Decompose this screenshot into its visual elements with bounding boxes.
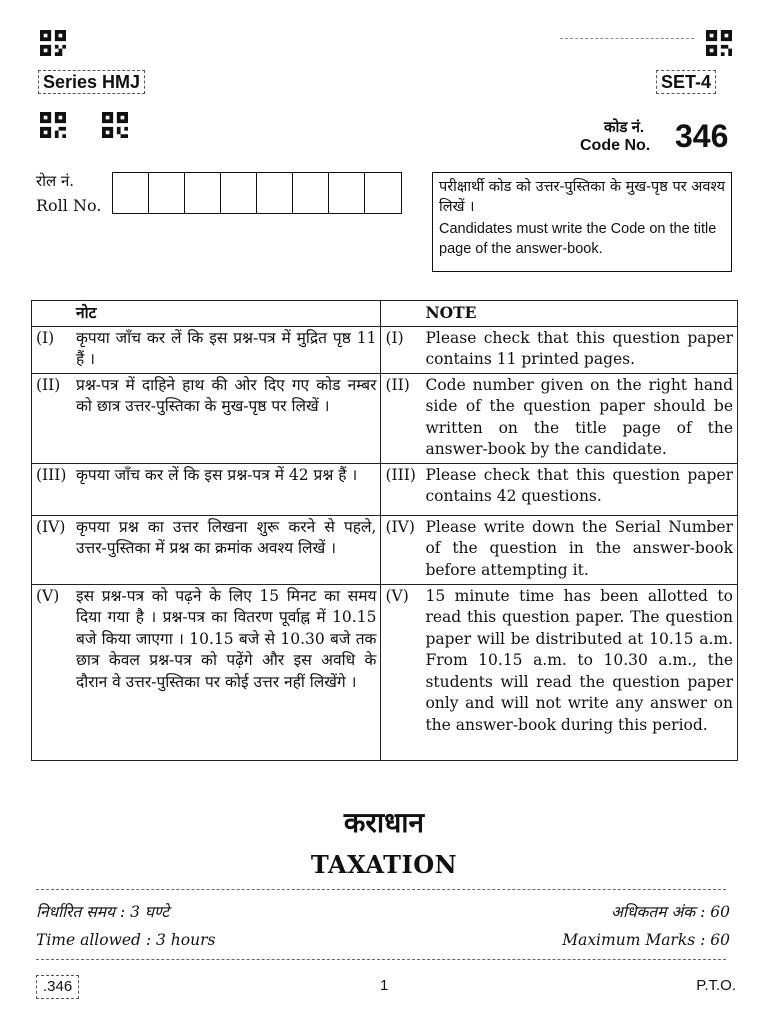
footer-code: .346 — [36, 975, 79, 999]
roll-digit-box[interactable] — [221, 173, 257, 213]
note-number: (V) — [36, 586, 60, 605]
roll-digit-box[interactable] — [365, 173, 401, 213]
table-row — [32, 326, 738, 373]
note-number: (V) — [385, 586, 409, 605]
time-allowed-english: Time allowed : 3 hours — [36, 931, 216, 949]
note-text-hindi: कृपया जाँच कर लें कि इस प्रश्न-पत्र में 42 प्रश्न हैं । — [76, 465, 358, 484]
note-number: (II) — [385, 375, 410, 394]
roll-label-english: Roll No. — [36, 196, 102, 215]
divider — [36, 959, 726, 960]
subject-title-hindi: कराधान — [343, 806, 425, 839]
roll-digit-box[interactable] — [149, 173, 185, 213]
note-text-hindi: इस प्रश्न-पत्र को पढ़ने के लिए 15 मिनट का समय दिया गया है । प्रश्न-पत्र का वितरण पूर्वाह्न में 10.15 बजे किया जाएगा । 10.15 बजे से 10.30 बजे तक छात्र केवल प्रश्न-पत्र को पढ़ेंगे और इस अवधि के दौरान वे उत्तर-पुस्तिका पर कोई उत्तर नहीं लिखेंगे । — [76, 586, 377, 691]
note-text-english: Please check that this question paper contains 11 printed pages. — [425, 328, 733, 368]
pto-label: P.T.O. — [696, 977, 736, 994]
note-number: (III) — [385, 465, 416, 484]
note-number: (I) — [36, 328, 55, 347]
divider — [36, 889, 726, 890]
time-allowed-hindi: निर्धारित समय : 3 घण्टे — [36, 903, 170, 921]
roll-digit-box[interactable] — [185, 173, 221, 213]
note-heading-hindi: नोट — [32, 301, 381, 327]
note-text-english: Please check that this question paper contains 42 questions. — [425, 465, 733, 505]
roll-label-hindi: रोल नं. — [36, 172, 75, 190]
note-heading-english: NOTE — [381, 301, 738, 327]
qr-code-icon — [40, 112, 66, 138]
subject-title-english: TAXATION — [310, 850, 458, 879]
qr-code-icon — [706, 30, 732, 56]
note-number: (IV) — [36, 517, 66, 536]
note-text-hindi: प्रश्न-पत्र में दाहिने हाथ की ओर दिए गए कोड नम्बर को छात्र उत्तर-पुस्तिका के मुख-पृष्ठ पर लिखें । — [76, 375, 377, 415]
page-number: 1 — [380, 977, 389, 994]
code-label-english: Code No. — [580, 137, 651, 154]
table-row — [32, 515, 738, 584]
roll-digit-box[interactable] — [293, 173, 329, 213]
table-row — [32, 463, 738, 515]
table-row — [32, 373, 738, 463]
set-label: SET-4 — [656, 70, 716, 94]
table-header-row — [32, 301, 738, 327]
roll-digit-box[interactable] — [329, 173, 365, 213]
note-number: (IV) — [385, 517, 415, 536]
maximum-marks-hindi: अधिकतम अंक : 60 — [611, 903, 730, 921]
maximum-marks-english: Maximum Marks : 60 — [562, 931, 730, 949]
roll-digit-box[interactable] — [113, 173, 149, 213]
note-text-english: Code number given on the right hand side of the question paper should be written on the title page of the answer-book by the candidate. — [425, 375, 733, 458]
note-text-hindi: कृपया प्रश्न का उत्तर लिखना शुरू करने से पहले, उत्तर-पुस्तिका में प्रश्न का क्रमांक अवश्य लिखें । — [76, 517, 377, 557]
roll-number-boxes[interactable] — [112, 172, 402, 214]
qr-code-icon — [40, 30, 66, 56]
candidate-instruction-hindi: परीक्षार्थी कोड को उत्तर-पुस्तिका के मुख-पृष्ठ पर अवश्य लिखें । — [439, 179, 725, 215]
candidate-instruction-english: Candidates must write the Code on the title page of the answer-book. — [439, 221, 717, 257]
series-label: Series HMJ — [38, 70, 145, 94]
roll-digit-box[interactable] — [257, 173, 293, 213]
candidate-instruction-box — [432, 172, 732, 272]
note-text-english: Please write down the Serial Number of the question in the answer-book before attempting it. — [425, 517, 733, 579]
note-number: (II) — [36, 375, 61, 394]
qr-code-icon — [102, 112, 128, 138]
note-number: (I) — [385, 328, 404, 347]
note-text-hindi: कृपया जाँच कर लें कि इस प्रश्न-पत्र में मुद्रित पृष्ठ 11 हैं । — [76, 328, 377, 368]
divider — [560, 38, 694, 39]
notes-table — [31, 300, 738, 761]
table-row — [32, 584, 738, 760]
code-number: 346 — [675, 118, 729, 154]
code-label-hindi: कोड नं. — [604, 119, 645, 136]
note-number: (III) — [36, 465, 67, 484]
note-text-english: 15 minute time has been allotted to read this question paper. The question paper will be distributed at 10.15 a.m. From 10.15 a.m. to 10.30 a.m., the students will read the question paper only and will not write any answer on the answer-book during this period. — [425, 586, 733, 734]
